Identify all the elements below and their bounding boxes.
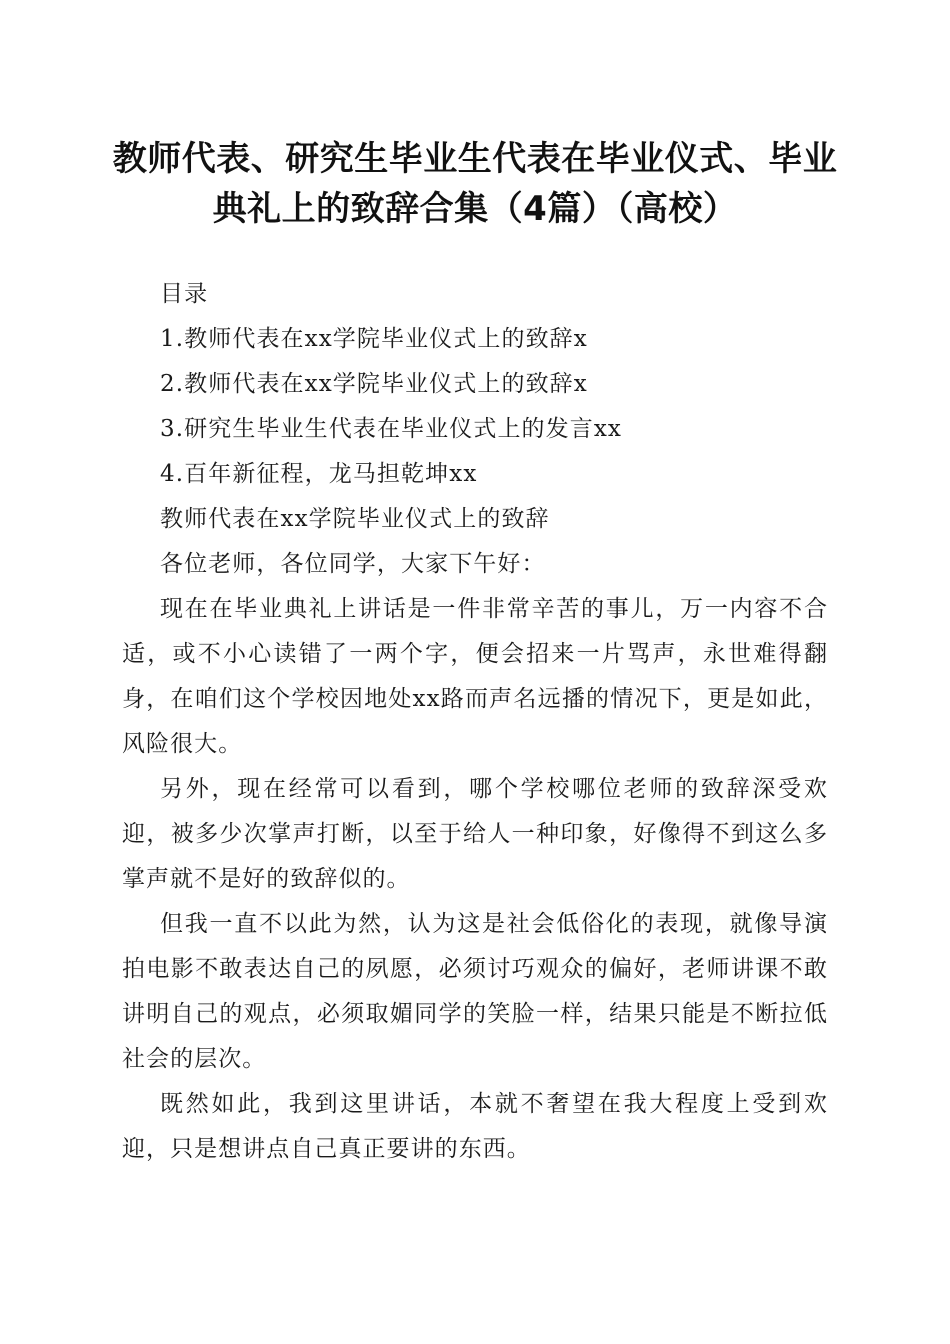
body-paragraph-1: 现在在毕业典礼上讲话是一件非常辛苦的事儿，万一内容不合适，或不小心读错了一两个字，便会招来一片骂声，永世难得翻身，在咱们这个学校因地处xx路而声名远播的情况下，更是如此，风险很大。 (122, 596, 828, 757)
toc-heading: 目录 (160, 281, 209, 307)
toc-item-2: 2.教师代表在xx学院毕业仪式上的致辞x (160, 371, 588, 397)
toc-item-4: 4.百年新征程，龙马担乾坤xx (160, 461, 478, 487)
toc-item-1: 1.教师代表在xx学院毕业仪式上的致辞x (160, 326, 588, 352)
toc-item-3: 3.研究生毕业生代表在毕业仪式上的发言xx (160, 416, 622, 442)
section-title: 教师代表在xx学院毕业仪式上的致辞 (160, 506, 550, 532)
body-paragraph-2: 另外，现在经常可以看到，哪个学校哪位老师的致辞深受欢迎，被多少次掌声打断，以至于给人一种印象，好像得不到这么多掌声就不是好的致辞似的。 (122, 776, 828, 892)
document-body (122, 272, 828, 1172)
salutation: 各位老师，各位同学，大家下午好： (160, 551, 546, 577)
document-title: 教师代表、研究生毕业生代表在毕业仪式、毕业典礼上的致辞合集（4篇）（高校） (112, 139, 838, 229)
body-paragraph-3: 但我一直不以此为然，认为这是社会低俗化的表现，就像导演拍电影不敢表达自己的夙愿，必须讨巧观众的偏好，老师讲课不敢讲明自己的观点，必须取媚同学的笑脸一样，结果只能是不断拉低社会的层次。 (122, 911, 828, 1072)
body-paragraph-4: 既然如此，我到这里讲话，本就不奢望在我大程度上受到欢迎，只是想讲点自己真正要讲的东西。 (122, 1091, 828, 1162)
